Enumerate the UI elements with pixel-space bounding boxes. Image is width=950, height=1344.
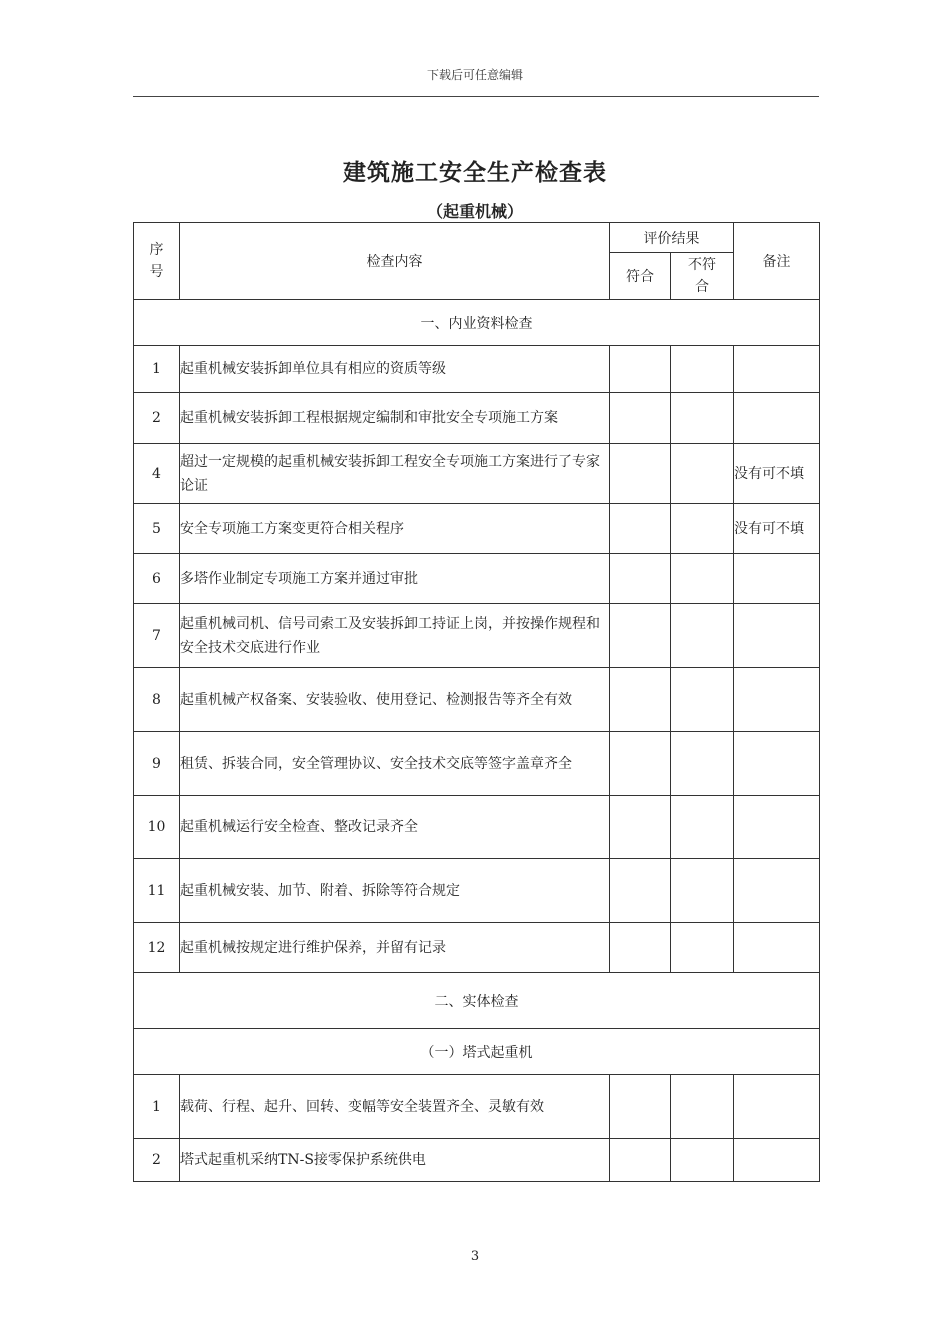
fail-cell[interactable] (671, 346, 734, 393)
note-cell[interactable] (734, 346, 820, 393)
subsection-row (134, 1029, 820, 1075)
row-content: 超过一定规模的起重机械安装拆卸工程安全专项施工方案进行了专家论证 (180, 444, 610, 504)
section-row (134, 973, 820, 1029)
fail-cell[interactable] (671, 668, 734, 732)
section-title: 二、实体检查 (134, 973, 820, 1029)
note-cell[interactable] (734, 859, 820, 923)
row-number: 7 (134, 604, 180, 668)
note-cell[interactable] (734, 1075, 820, 1139)
row-content: 塔式起重机采纳TN-S接零保护系统供电 (180, 1139, 610, 1182)
fail-cell[interactable] (671, 393, 734, 444)
row-content: 租赁、拆装合同，安全管理协议、安全技术交底等签字盖章齐全 (180, 732, 610, 796)
table-row (134, 796, 820, 859)
note-cell[interactable] (734, 604, 820, 668)
row-number: 5 (134, 504, 180, 554)
table-row (134, 668, 820, 732)
row-content: 起重机械按规定进行维护保养，并留有记录 (180, 923, 610, 973)
note-cell[interactable]: 没有可不填 (734, 504, 820, 554)
row-content: 起重机械运行安全检查、整改记录齐全 (180, 796, 610, 859)
table-row (134, 1139, 820, 1182)
row-number: 4 (134, 444, 180, 504)
column-header-result: 评价结果 (610, 223, 734, 253)
note-cell[interactable]: 没有可不填 (734, 444, 820, 504)
row-number: 12 (134, 923, 180, 973)
row-number: 1 (134, 346, 180, 393)
table-row (134, 504, 820, 554)
table-row (134, 444, 820, 504)
table-row (134, 923, 820, 973)
fail-cell[interactable] (671, 923, 734, 973)
table-row (134, 1075, 820, 1139)
column-header-no: 序号 (134, 223, 180, 300)
pass-cell[interactable] (610, 1139, 671, 1182)
note-cell[interactable] (734, 1139, 820, 1182)
fail-cell[interactable] (671, 1075, 734, 1139)
column-header-content: 检查内容 (180, 223, 610, 300)
row-content: 起重机械安装拆卸单位具有相应的资质等级 (180, 346, 610, 393)
fail-cell[interactable] (671, 732, 734, 796)
row-number: 2 (134, 1139, 180, 1182)
note-cell[interactable] (734, 668, 820, 732)
pass-cell[interactable] (610, 554, 671, 604)
row-content: 起重机械安装拆卸工程根据规定编制和审批安全专项施工方案 (180, 393, 610, 444)
note-cell[interactable] (734, 796, 820, 859)
table-row (134, 732, 820, 796)
header-divider (133, 96, 819, 97)
table-row (134, 554, 820, 604)
section-row (134, 300, 820, 346)
pass-cell[interactable] (610, 346, 671, 393)
fail-cell[interactable] (671, 604, 734, 668)
row-content: 起重机械安装、加节、附着、拆除等符合规定 (180, 859, 610, 923)
fail-cell[interactable] (671, 859, 734, 923)
pass-cell[interactable] (610, 796, 671, 859)
row-number: 1 (134, 1075, 180, 1139)
document-title: 建筑施工安全生产检查表 (343, 160, 607, 186)
row-number: 2 (134, 393, 180, 444)
fail-cell[interactable] (671, 554, 734, 604)
note-cell[interactable] (734, 554, 820, 604)
pass-cell[interactable] (610, 604, 671, 668)
row-content: 安全专项施工方案变更符合相关程序 (180, 504, 610, 554)
table-row (134, 859, 820, 923)
pass-cell[interactable] (610, 923, 671, 973)
fail-cell[interactable] (671, 444, 734, 504)
row-number: 9 (134, 732, 180, 796)
pass-cell[interactable] (610, 1075, 671, 1139)
table-row (134, 604, 820, 668)
table-header-row (134, 223, 820, 253)
fail-cell[interactable] (671, 1139, 734, 1182)
table-row (134, 393, 820, 444)
pass-cell[interactable] (610, 444, 671, 504)
section-title: 一、内业资料检查 (134, 300, 820, 346)
note-cell[interactable] (734, 732, 820, 796)
row-content: 起重机械司机、信号司索工及安装拆卸工持证上岗，并按操作规程和安全技术交底进行作业 (180, 604, 610, 668)
fail-cell[interactable] (671, 796, 734, 859)
row-content: 多塔作业制定专项施工方案并通过审批 (180, 554, 610, 604)
note-cell[interactable] (734, 393, 820, 444)
document-subtitle: （起重机械） (426, 202, 523, 221)
note-cell[interactable] (734, 923, 820, 973)
pass-cell[interactable] (610, 393, 671, 444)
pass-cell[interactable] (610, 859, 671, 923)
row-content: 起重机械产权备案、安装验收、使用登记、检测报告等齐全有效 (180, 668, 610, 732)
fail-cell[interactable] (671, 504, 734, 554)
column-header-fail: 不符合 (671, 253, 734, 300)
page-header: 下载后可任意编辑 (426, 68, 523, 82)
subsection-title: （一）塔式起重机 (134, 1029, 820, 1075)
row-number: 8 (134, 668, 180, 732)
row-number: 6 (134, 554, 180, 604)
pass-cell[interactable] (610, 504, 671, 554)
row-content: 载荷、行程、起升、回转、变幅等安全装置齐全、灵敏有效 (180, 1075, 610, 1139)
inspection-table (133, 222, 820, 1182)
page-number: 3 (470, 1249, 480, 1264)
column-header-pass: 符合 (610, 253, 671, 300)
pass-cell[interactable] (610, 732, 671, 796)
pass-cell[interactable] (610, 668, 671, 732)
table-row (134, 346, 820, 393)
row-number: 10 (134, 796, 180, 859)
row-number: 11 (134, 859, 180, 923)
column-header-note: 备注 (734, 223, 820, 300)
